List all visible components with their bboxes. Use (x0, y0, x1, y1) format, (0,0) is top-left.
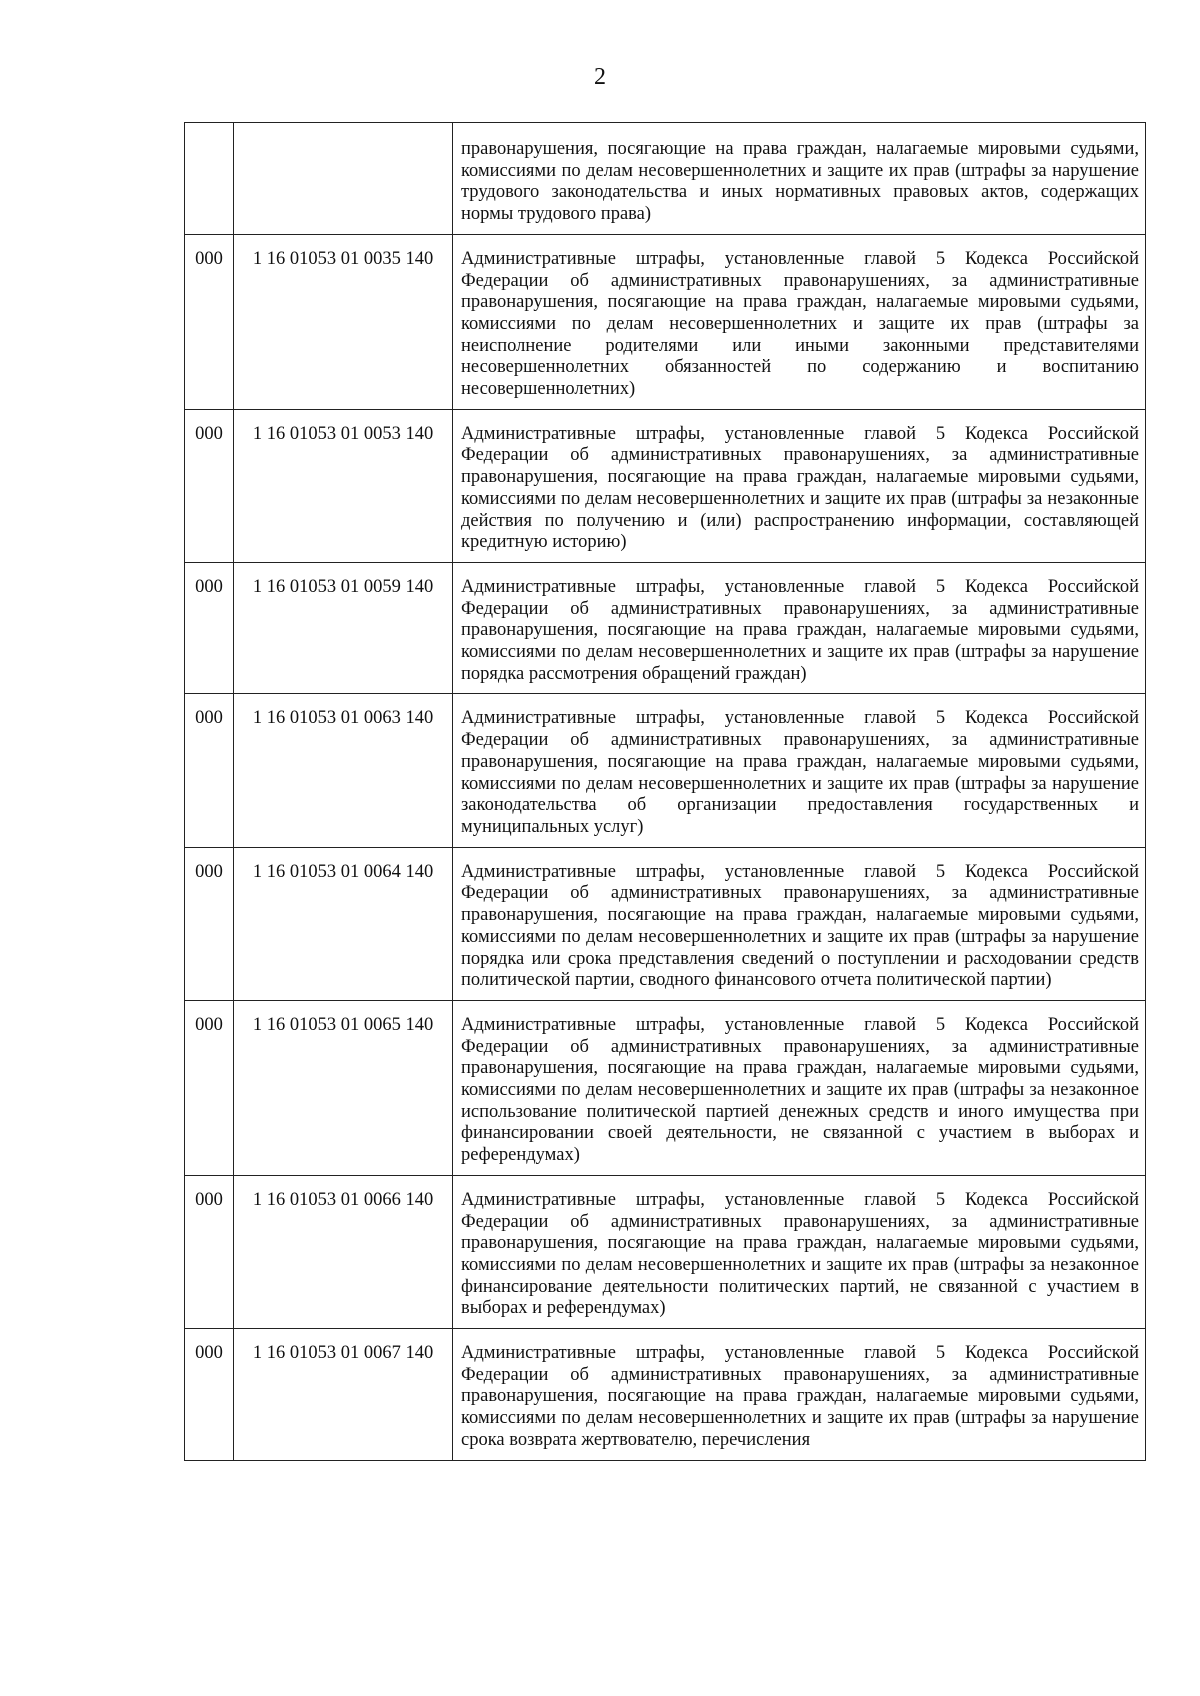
table-row (185, 1329, 1146, 1461)
admin-code-cell: 000 (185, 409, 234, 562)
table-row (185, 234, 1146, 409)
revenue-name-cell: Административные штрафы, установленные главой 5 Кодекса Российской Федерации об административных правонарушениях, за административные правонарушения, посягающие на права граждан, налагаемые мировыми судьями, комиссиями по делам несовершеннолетних и защите их прав (штрафы за нарушение порядка или срока представления сведений о поступлении и расходовании средств политической партии, сводного финансового отчета политической партии) (453, 847, 1146, 1000)
kbk-code-cell (234, 123, 453, 235)
table-body (185, 123, 1146, 1461)
revenue-name-cell: Административные штрафы, установленные главой 5 Кодекса Российской Федерации об административных правонарушениях, за административные правонарушения, посягающие на права граждан, налагаемые мировыми судьями, комиссиями по делам несовершеннолетних и защите их прав (штрафы за нарушение порядка рассмотрения обращений граждан) (453, 562, 1146, 694)
table-row (185, 409, 1146, 562)
revenue-name-cell: правонарушения, посягающие на права граждан, налагаемые мировыми судьями, комиссиями по делам несовершеннолетних и защите их прав (штрафы за нарушение трудового законодательства и иных нормативных правовых актов, содержащих нормы трудового права) (453, 123, 1146, 235)
revenue-name-cell: Административные штрафы, установленные главой 5 Кодекса Российской Федерации об административных правонарушениях, за административные правонарушения, посягающие на права граждан, налагаемые мировыми судьями, комиссиями по делам несовершеннолетних и защите их прав (штрафы за нарушение законодательства об организации предоставления государственных и муниципальных услуг) (453, 694, 1146, 847)
table-row (185, 1000, 1146, 1175)
kbk-code-cell: 1 16 01053 01 0035 140 (234, 234, 453, 409)
revenue-name-cell: Административные штрафы, установленные главой 5 Кодекса Российской Федерации об административных правонарушениях, за административные правонарушения, посягающие на права граждан, налагаемые мировыми судьями, комиссиями по делам несовершеннолетних и защите их прав (штрафы за нарушение срока возврата жертвователю, перечисления (453, 1329, 1146, 1461)
table-row (185, 694, 1146, 847)
kbk-code-cell: 1 16 01053 01 0063 140 (234, 694, 453, 847)
page-number: 2 (594, 64, 606, 90)
revenue-name-cell: Административные штрафы, установленные главой 5 Кодекса Российской Федерации об административных правонарушениях, за административные правонарушения, посягающие на права граждан, налагаемые мировыми судьями, комиссиями по делам несовершеннолетних и защите их прав (штрафы за незаконное финансирование деятельности политических партий, не связанной с участием в выборах и референдумах) (453, 1175, 1146, 1328)
admin-code-cell (185, 123, 234, 235)
revenue-name-cell: Административные штрафы, установленные главой 5 Кодекса Российской Федерации об административных правонарушениях, за административные правонарушения, посягающие на права граждан, налагаемые мировыми судьями, комиссиями по делам несовершеннолетних и защите их прав (штрафы за неисполнение родителями или иными законными представителями несовершеннолетних обязанностей по содержанию и воспитанию несовершеннолетних) (453, 234, 1146, 409)
admin-code-cell: 000 (185, 847, 234, 1000)
admin-code-cell: 000 (185, 1329, 234, 1461)
kbk-code-cell: 1 16 01053 01 0066 140 (234, 1175, 453, 1328)
kbk-code-cell: 1 16 01053 01 0067 140 (234, 1329, 453, 1461)
kbk-code-cell: 1 16 01053 01 0059 140 (234, 562, 453, 694)
table-row (185, 123, 1146, 235)
table-row (185, 847, 1146, 1000)
revenue-codes-table (184, 122, 1146, 1461)
admin-code-cell: 000 (185, 1000, 234, 1175)
admin-code-cell: 000 (185, 234, 234, 409)
admin-code-cell: 000 (185, 694, 234, 847)
table-row (185, 1175, 1146, 1328)
admin-code-cell: 000 (185, 562, 234, 694)
table-row (185, 562, 1146, 694)
admin-code-cell: 000 (185, 1175, 234, 1328)
revenue-name-cell: Административные штрафы, установленные главой 5 Кодекса Российской Федерации об административных правонарушениях, за административные правонарушения, посягающие на права граждан, налагаемые мировыми судьями, комиссиями по делам несовершеннолетних и защите их прав (штрафы за незаконные действия по получению и (или) распространению информации, составляющей кредитную историю) (453, 409, 1146, 562)
kbk-code-cell: 1 16 01053 01 0064 140 (234, 847, 453, 1000)
kbk-code-cell: 1 16 01053 01 0065 140 (234, 1000, 453, 1175)
revenue-name-cell: Административные штрафы, установленные главой 5 Кодекса Российской Федерации об административных правонарушениях, за административные правонарушения, посягающие на права граждан, налагаемые мировыми судьями, комиссиями по делам несовершеннолетних и защите их прав (штрафы за незаконное использование политической партией денежных средств и иного имущества при финансировании своей деятельности, не связанной с участием в выборах и референдумах) (453, 1000, 1146, 1175)
kbk-code-cell: 1 16 01053 01 0053 140 (234, 409, 453, 562)
